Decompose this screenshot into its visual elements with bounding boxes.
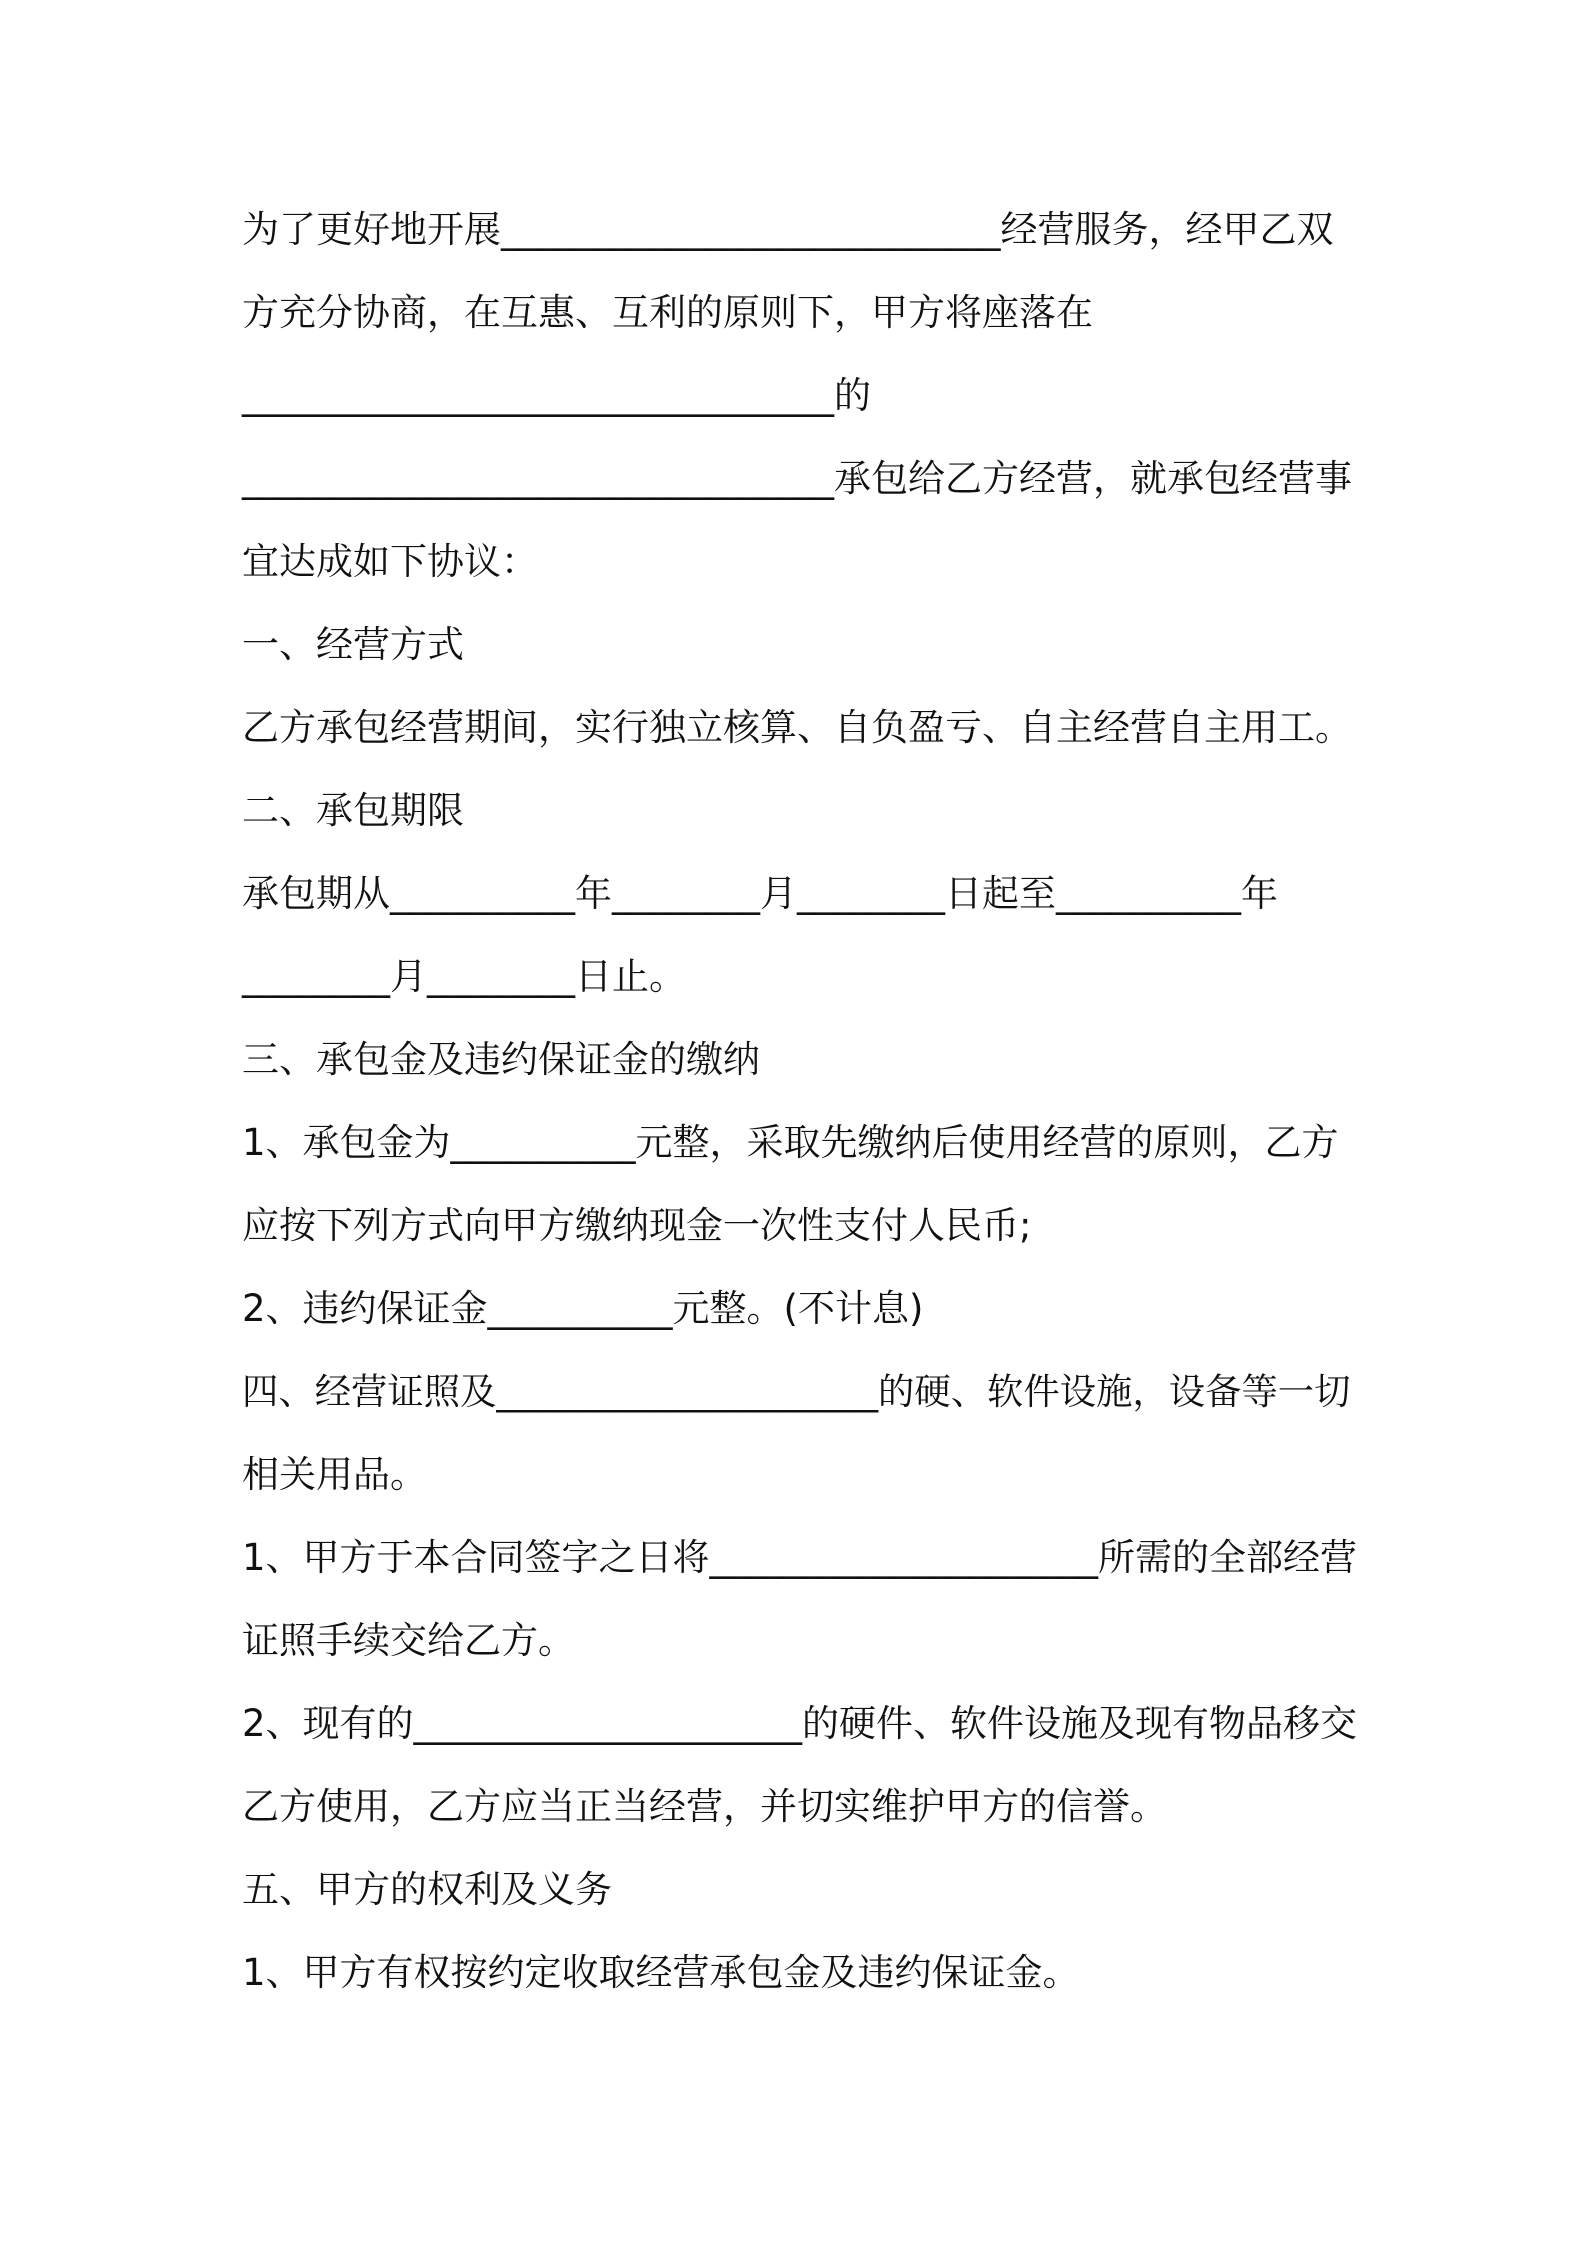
- text-line: 承包期从__________年________月________日起至__________年: [242, 872, 1278, 915]
- section-heading: 三、承包金及违约保证金的缴纳: [242, 1038, 760, 1081]
- text-line: 乙方使用，乙方应当正当经营，并切实维护甲方的信誉。: [242, 1785, 1167, 1828]
- text-line: 应按下列方式向甲方缴纳现金一次性支付人民币;: [242, 1204, 1032, 1247]
- section-heading: 五、甲方的权利及义务: [242, 1868, 612, 1911]
- section-heading: 一、经营方式: [242, 623, 464, 666]
- text-line: ________________________________的: [242, 374, 871, 417]
- text-line: 1、甲方于本合同签字之日将_____________________所需的全部经营: [242, 1536, 1358, 1579]
- text-line: ________月________日止。: [242, 955, 686, 998]
- text-line: 证照手续交给乙方。: [242, 1619, 575, 1662]
- text-line: 2、现有的_____________________的硬件、软件设施及现有物品移交: [242, 1702, 1358, 1745]
- text-line: ________________________________承包给乙方经营，就承包经营事: [242, 457, 1352, 500]
- text-line: 为了更好地开展___________________________经营服务，经甲乙双: [242, 208, 1334, 251]
- text-line: 相关用品。: [242, 1453, 427, 1496]
- section-heading: 四、经营证照及_____________________的硬、软件设施，设备等一切: [242, 1370, 1351, 1413]
- text-line: 1、承包金为__________元整，采取先缴纳后使用经营的原则，乙方: [242, 1121, 1339, 1164]
- text-line: 1、甲方有权按约定收取经营承包金及违约保证金。: [242, 1951, 1080, 1994]
- text-line: 乙方承包经营期间，实行独立核算、自负盈亏、自主经营自主用工。: [242, 706, 1352, 749]
- text-line: 宜达成如下协议：: [242, 540, 538, 583]
- section-heading: 二、承包期限: [242, 789, 464, 832]
- text-line: 方充分协商，在互惠、互利的原则下，甲方将座落在: [242, 291, 1093, 334]
- text-line: 2、违约保证金__________元整。(不计息): [242, 1287, 924, 1330]
